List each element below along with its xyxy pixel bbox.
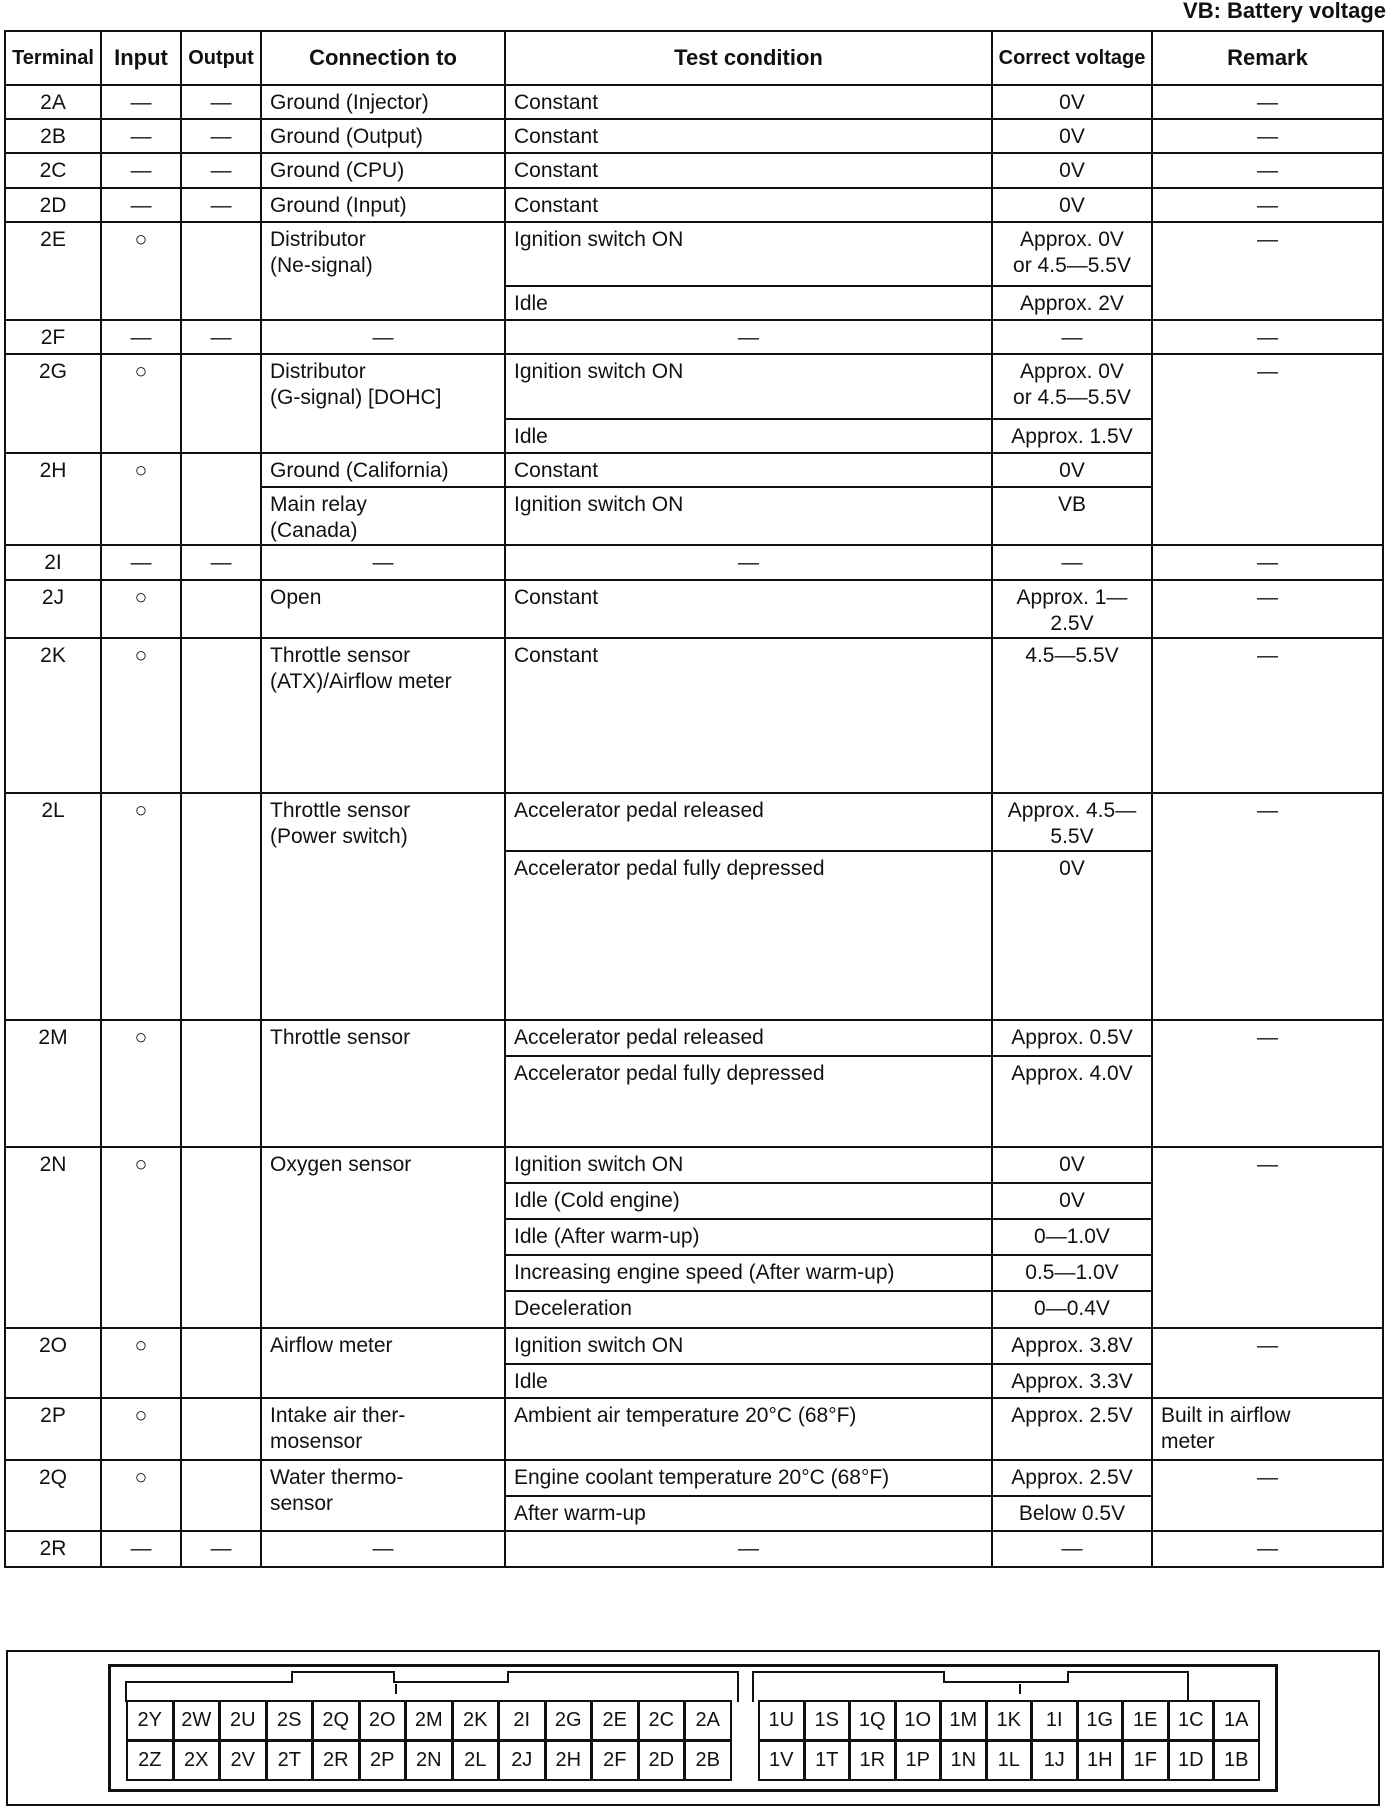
remark-cell: Built in airflow meter (1152, 1398, 1383, 1460)
pin-2t: 2T (266, 1740, 314, 1781)
connection-cell: — (261, 320, 505, 354)
voltage-cell: Approx. 3.8V (992, 1328, 1152, 1364)
input-cell: — (101, 545, 181, 579)
voltage-cell: 0V (992, 153, 1152, 187)
remark-cell: — (1152, 188, 1383, 222)
connection-cell: Throttle sensor (ATX)/Airflow meter (261, 638, 505, 793)
input-cell: ○ (101, 354, 181, 453)
input-cell: — (101, 153, 181, 187)
terminal-cell: 2G (5, 354, 101, 453)
input-cell: ○ (101, 1460, 181, 1530)
terminal-spec-table (4, 30, 1384, 1568)
output-cell (181, 793, 261, 1020)
input-cell: ○ (101, 580, 181, 638)
voltage-cell: VB (992, 487, 1152, 545)
output-cell: — (181, 320, 261, 354)
test-condition-cell: Constant (505, 119, 992, 153)
voltage-cell: Approx. 0V or 4.5—5.5V (992, 354, 1152, 418)
left-key-outline (126, 1672, 738, 1702)
test-condition-cell: Constant (505, 638, 992, 793)
right-key-outline (753, 1672, 1188, 1702)
pin-2c: 2C (638, 1700, 686, 1741)
voltage-cell: Approx. 2V (992, 286, 1152, 320)
battery-voltage-note: VB: Battery voltage (1183, 0, 1386, 23)
output-cell (181, 1460, 261, 1530)
remark-cell: — (1152, 354, 1383, 545)
connection-cell: Ground (CPU) (261, 153, 505, 187)
header-correct-voltage: Correct voltage (992, 31, 1152, 85)
voltage-cell: Approx. 3.3V (992, 1364, 1152, 1398)
terminal-cell: 2Q (5, 1460, 101, 1530)
remark-cell: — (1152, 545, 1383, 579)
voltage-cell: Approx. 2.5V (992, 1398, 1152, 1460)
pin-2y: 2Y (126, 1700, 174, 1741)
header-output: Output (181, 31, 261, 85)
table-row (5, 1531, 1383, 1567)
table-row (5, 545, 1383, 579)
voltage-cell: 0V (992, 1183, 1152, 1219)
connection-cell: — (261, 1531, 505, 1567)
pin-1l: 1L (986, 1740, 1033, 1781)
terminal-cell: 2H (5, 453, 101, 545)
input-cell: — (101, 188, 181, 222)
input-cell: ○ (101, 222, 181, 321)
pin-1v: 1V (758, 1740, 805, 1781)
remark-cell: — (1152, 1020, 1383, 1147)
pin-1d: 1D (1168, 1740, 1215, 1781)
output-cell: — (181, 119, 261, 153)
table-row (5, 1147, 1383, 1183)
input-cell: ○ (101, 793, 181, 1020)
terminal-cell: 2N (5, 1147, 101, 1328)
remark-cell: — (1152, 153, 1383, 187)
remark-cell: — (1152, 222, 1383, 321)
test-condition-cell: Ignition switch ON (505, 1328, 992, 1364)
test-condition-cell: Engine coolant temperature 20°C (68°F) (505, 1460, 992, 1496)
remark-cell: — (1152, 580, 1383, 638)
pin-1b: 1B (1213, 1740, 1260, 1781)
voltage-cell: 0—1.0V (992, 1219, 1152, 1255)
test-condition-cell: Idle (505, 1364, 992, 1398)
connection-cell: Open (261, 580, 505, 638)
voltage-cell: 0V (992, 1147, 1152, 1183)
connection-cell: Ground (Output) (261, 119, 505, 153)
voltage-cell: 0.5—1.0V (992, 1255, 1152, 1291)
pin-1j: 1J (1031, 1740, 1078, 1781)
output-cell: — (181, 545, 261, 579)
connection-cell: Distributor (Ne-signal) (261, 222, 505, 321)
pin-2e: 2E (591, 1700, 639, 1741)
input-cell: ○ (101, 453, 181, 545)
pin-2v: 2V (219, 1740, 267, 1781)
voltage-cell: Below 0.5V (992, 1496, 1152, 1530)
terminal-cell: 2C (5, 153, 101, 187)
test-condition-cell: Idle (505, 419, 992, 453)
terminal-cell: 2E (5, 222, 101, 321)
terminal-cell: 2J (5, 580, 101, 638)
pin-1k: 1K (986, 1700, 1033, 1741)
pin-2u: 2U (219, 1700, 267, 1741)
remark-cell: — (1152, 85, 1383, 119)
connection-cell: Distributor (G-signal) [DOHC] (261, 354, 505, 453)
pin-2g: 2G (545, 1700, 593, 1741)
terminal-cell: 2A (5, 85, 101, 119)
table-row (5, 793, 1383, 851)
test-condition-cell: Increasing engine speed (After warm-up) (505, 1255, 992, 1291)
input-cell: — (101, 1531, 181, 1567)
pin-2x: 2X (173, 1740, 221, 1781)
remark-cell: — (1152, 1531, 1383, 1567)
pin-2z: 2Z (126, 1740, 174, 1781)
connection-cell: — (261, 545, 505, 579)
table-row (5, 320, 1383, 354)
pin-2f: 2F (591, 1740, 639, 1781)
voltage-cell: Approx. 4.5—5.5V (992, 793, 1152, 851)
pin-1f: 1F (1122, 1740, 1169, 1781)
test-condition-cell: Ignition switch ON (505, 354, 992, 418)
table-row (5, 638, 1383, 793)
remark-cell: — (1152, 1328, 1383, 1398)
pin-2h: 2H (545, 1740, 593, 1781)
connection-cell: Main relay (Canada) (261, 487, 505, 545)
input-cell: ○ (101, 1398, 181, 1460)
pin-1g: 1G (1077, 1700, 1124, 1741)
remark-cell: — (1152, 1147, 1383, 1328)
pin-2o: 2O (359, 1700, 407, 1741)
remark-cell: — (1152, 793, 1383, 1020)
connection-cell: Oxygen sensor (261, 1147, 505, 1328)
pin-1i: 1I (1031, 1700, 1078, 1741)
pin-2s: 2S (266, 1700, 314, 1741)
connection-cell: Ground (Injector) (261, 85, 505, 119)
connector-pins-2 (126, 1700, 731, 1780)
connection-cell: Airflow meter (261, 1328, 505, 1398)
pin-1h: 1H (1077, 1740, 1124, 1781)
connection-cell: Water thermo- sensor (261, 1460, 505, 1530)
header-terminal: Terminal (5, 31, 101, 85)
input-cell: ○ (101, 638, 181, 793)
terminal-cell: 2P (5, 1398, 101, 1460)
pin-2q: 2Q (312, 1700, 360, 1741)
connection-cell: Ground (California) (261, 453, 505, 487)
output-cell (181, 1020, 261, 1147)
test-condition-cell: — (505, 1531, 992, 1567)
table-row (5, 119, 1383, 153)
pin-1u: 1U (758, 1700, 805, 1741)
terminal-cell: 2D (5, 188, 101, 222)
remark-cell: — (1152, 1460, 1383, 1530)
terminal-cell: 2K (5, 638, 101, 793)
test-condition-cell: Ignition switch ON (505, 1147, 992, 1183)
connector-key-outline (108, 1664, 1278, 1704)
voltage-cell: Approx. 1.5V (992, 419, 1152, 453)
test-condition-cell: Ignition switch ON (505, 222, 992, 286)
table-row (5, 222, 1383, 286)
pin-1t: 1T (804, 1740, 851, 1781)
test-condition-cell: Idle (After warm-up) (505, 1219, 992, 1255)
terminal-cell: 2L (5, 793, 101, 1020)
pin-2n: 2N (405, 1740, 453, 1781)
table-row (5, 1460, 1383, 1496)
voltage-cell: Approx. 1—2.5V (992, 580, 1152, 638)
connection-cell: Throttle sensor (261, 1020, 505, 1147)
table-row (5, 153, 1383, 187)
pin-1a: 1A (1213, 1700, 1260, 1741)
output-cell: — (181, 1531, 261, 1567)
pin-2l: 2L (452, 1740, 500, 1781)
voltage-cell: 0V (992, 85, 1152, 119)
test-condition-cell: Constant (505, 453, 992, 487)
pin-1n: 1N (940, 1740, 987, 1781)
connector-pins-1 (758, 1700, 1259, 1780)
test-condition-cell: After warm-up (505, 1496, 992, 1530)
terminal-cell: 2O (5, 1328, 101, 1398)
pin-1e: 1E (1122, 1700, 1169, 1741)
input-cell: ○ (101, 1328, 181, 1398)
terminal-cell: 2I (5, 545, 101, 579)
voltage-cell: 0V (992, 453, 1152, 487)
output-cell: — (181, 153, 261, 187)
output-cell (181, 453, 261, 545)
output-cell (181, 638, 261, 793)
voltage-cell: 0V (992, 188, 1152, 222)
pin-2p: 2P (359, 1740, 407, 1781)
pin-1c: 1C (1168, 1700, 1215, 1741)
voltage-cell: — (992, 545, 1152, 579)
test-condition-cell: Constant (505, 580, 992, 638)
test-condition-cell: Deceleration (505, 1291, 992, 1327)
pin-1p: 1P (895, 1740, 942, 1781)
output-cell: — (181, 188, 261, 222)
table-row (5, 1020, 1383, 1056)
remark-cell: — (1152, 320, 1383, 354)
test-condition-cell: Constant (505, 85, 992, 119)
voltage-cell: Approx. 2.5V (992, 1460, 1152, 1496)
test-condition-cell: — (505, 320, 992, 354)
remark-cell: — (1152, 638, 1383, 793)
pin-2w: 2W (173, 1700, 221, 1741)
input-cell: — (101, 85, 181, 119)
test-condition-cell: Idle (505, 286, 992, 320)
header-row (5, 31, 1383, 85)
test-condition-cell: Constant (505, 188, 992, 222)
table-row (5, 85, 1383, 119)
output-cell (181, 222, 261, 321)
pin-2j: 2J (498, 1740, 546, 1781)
test-condition-cell: Ambient air temperature 20°C (68°F) (505, 1398, 992, 1460)
connection-cell: Ground (Input) (261, 188, 505, 222)
voltage-cell: Approx. 0.5V (992, 1020, 1152, 1056)
pin-1s: 1S (804, 1700, 851, 1741)
pin-2i: 2I (498, 1700, 546, 1741)
pin-1q: 1Q (849, 1700, 896, 1741)
voltage-cell: 0—0.4V (992, 1291, 1152, 1327)
terminal-cell: 2R (5, 1531, 101, 1567)
pin-2d: 2D (638, 1740, 686, 1781)
input-cell: ○ (101, 1020, 181, 1147)
test-condition-cell: Accelerator pedal released (505, 1020, 992, 1056)
table-row (5, 354, 1383, 418)
test-condition-cell: Constant (505, 153, 992, 187)
table-row (5, 188, 1383, 222)
header-connection: Connection to (261, 31, 505, 85)
pin-1o: 1O (895, 1700, 942, 1741)
voltage-cell: 0V (992, 119, 1152, 153)
connection-cell: Throttle sensor (Power switch) (261, 793, 505, 1020)
pin-1m: 1M (940, 1700, 987, 1741)
output-cell (181, 1398, 261, 1460)
table-row (5, 580, 1383, 638)
terminal-cell: 2B (5, 119, 101, 153)
connection-cell: Intake air ther- mosensor (261, 1398, 505, 1460)
voltage-cell: — (992, 1531, 1152, 1567)
voltage-cell: Approx. 4.0V (992, 1056, 1152, 1146)
header-input: Input (101, 31, 181, 85)
test-condition-cell: Idle (Cold engine) (505, 1183, 992, 1219)
table-row (5, 1398, 1383, 1460)
test-condition-cell: Accelerator pedal fully depressed (505, 851, 992, 1020)
header-test-condition: Test condition (505, 31, 992, 85)
test-condition-cell: Ignition switch ON (505, 487, 992, 545)
test-condition-cell: Accelerator pedal fully depressed (505, 1056, 992, 1146)
test-condition-cell: Accelerator pedal released (505, 793, 992, 851)
output-cell (181, 1147, 261, 1328)
remark-cell: — (1152, 119, 1383, 153)
voltage-cell: Approx. 0V or 4.5—5.5V (992, 222, 1152, 286)
voltage-cell: 0V (992, 851, 1152, 1020)
pin-2k: 2K (452, 1700, 500, 1741)
voltage-cell: — (992, 320, 1152, 354)
pin-2m: 2M (405, 1700, 453, 1741)
input-cell: ○ (101, 1147, 181, 1328)
pin-2b: 2B (684, 1740, 732, 1781)
test-condition-cell: — (505, 545, 992, 579)
voltage-cell: 4.5—5.5V (992, 638, 1152, 793)
input-cell: — (101, 320, 181, 354)
output-cell (181, 1328, 261, 1398)
pin-2r: 2R (312, 1740, 360, 1781)
table-row (5, 1328, 1383, 1364)
pin-2a: 2A (684, 1700, 732, 1741)
terminal-cell: 2F (5, 320, 101, 354)
output-cell (181, 354, 261, 453)
pin-1r: 1R (849, 1740, 896, 1781)
header-remark: Remark (1152, 31, 1383, 85)
output-cell: — (181, 85, 261, 119)
output-cell (181, 580, 261, 638)
input-cell: — (101, 119, 181, 153)
terminal-cell: 2M (5, 1020, 101, 1147)
